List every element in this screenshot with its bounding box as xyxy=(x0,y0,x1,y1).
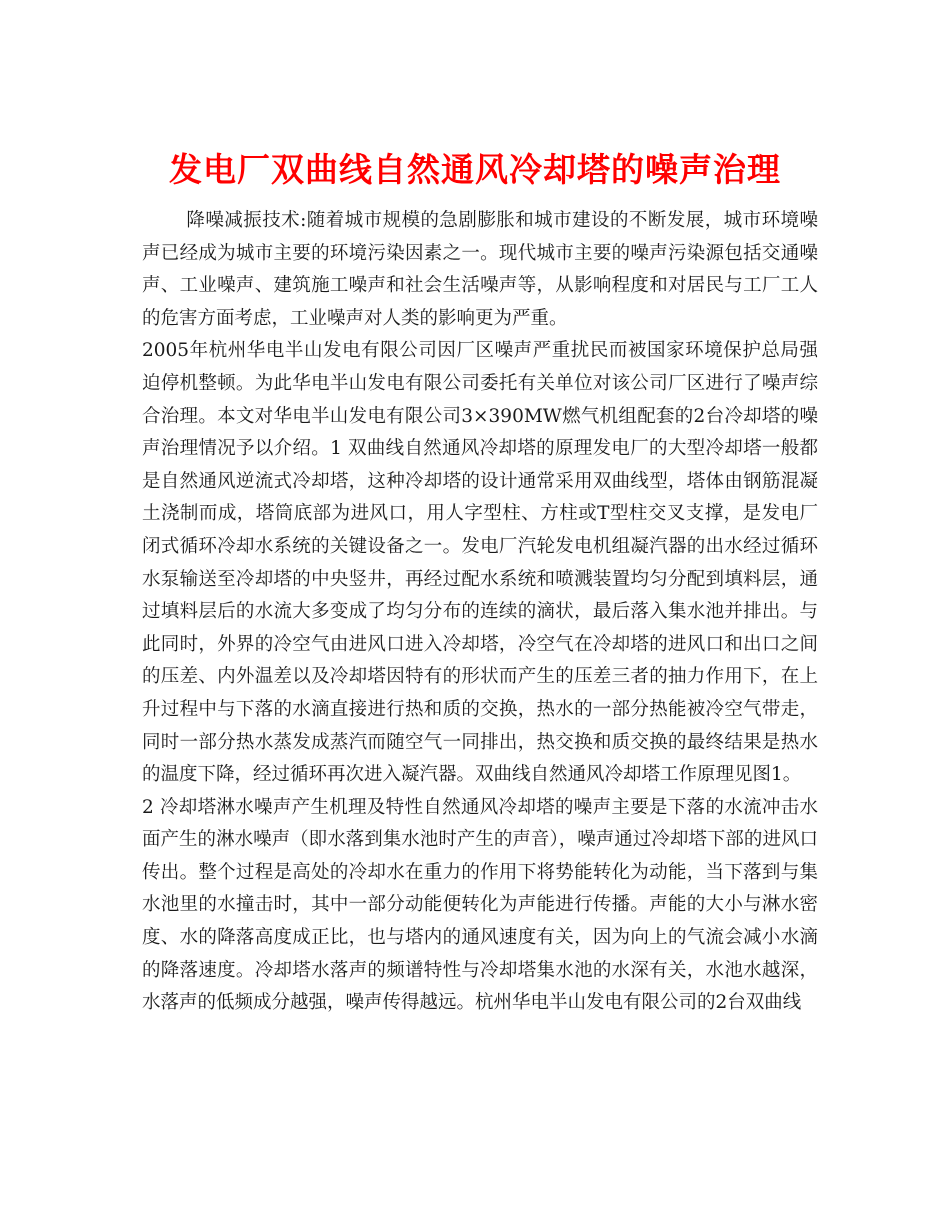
paragraph-background-principle: 2005年杭州华电半山发电有限公司因厂区噪声严重扰民而被国家环境保护总局强迫停机整顿。为此华电半山发电有限公司委托有关单位对该公司厂区进行了噪声综合治理。本文对华电半山发电有限公司3×390MW燃气机组配套的2台冷却塔的噪声治理情况予以介绍。1 双曲线自然通风冷却塔的原理发电厂的大型冷却塔一般都是自然通风逆流式冷却塔，这种冷却塔的设计通常采用双曲线型，塔体由钢筋混凝土浇制而成，塔筒底部为进风口，用人字型柱、方柱或T型柱交叉支撑，是发电厂闭式循环冷却水系统的关键设备之一。发电厂汽轮发电机组凝汽器的出水经过循环水泵输送至冷却塔的中央竖井，再经过配水系统和喷溅装置均匀分配到填料层，通过填料层后的水流大多变成了均匀分布的连续的滴状，最后落入集水池并排出。与此同时，外界的冷空气由进风口进入冷却塔，冷空气在冷却塔的进风口和出口之间的压差、内外温差以及冷却塔因特有的形状而产生的压差三者的抽力作用下，在上升过程中与下落的水滴直接进行热和质的交换，热水的一部分热能被冷空气带走，同时一部分热水蒸发成蒸汽而随空气一同排出，热交换和质交换的最终结果是热水的温度下降，经过循环再次进入凝汽器。双曲线自然通风冷却塔工作原理见图1。 xyxy=(142,340,818,786)
paragraph-intro: 降噪减振技术:随着城市规模的急剧膨胀和城市建设的不断发展，城市环境噪声已经成为城市主要的环境污染因素之一。现代城市主要的噪声污染源包括交通噪声、工业噪声、建筑施工噪声和社会生活噪声等，从影响程度和对居民与工厂工人的危害方面考虑，工业噪声对人类的影响更为严重。 xyxy=(142,210,818,329)
paragraph-noise-mechanism: 2 冷却塔淋水噪声产生机理及特性自然通风冷却塔的噪声主要是下落的水流冲击水面产生的淋水噪声（即水落到集水池时产生的声音），噪声通过冷却塔下部的进风口传出。整个过程是高处的冷却水在重力的作用下将势能转化为动能，当下落到与集水池里的水撞击时，其中一部分动能便转化为声能进行传播。声能的大小与淋水密度、水的降落高度成正比，也与塔内的通风速度有关，因为向上的气流会减小水滴的降落速度。冷却塔水落声的频谱特性与冷却塔集水池的水深有关，水池水越深，水落声的低频成分越强，噪声传得越远。杭州华电半山发电有限公司的2台双曲线 xyxy=(142,796,818,1014)
document-body xyxy=(142,205,818,1020)
document-title: 发电厂双曲线自然通风冷却塔的噪声治理 xyxy=(169,150,781,190)
